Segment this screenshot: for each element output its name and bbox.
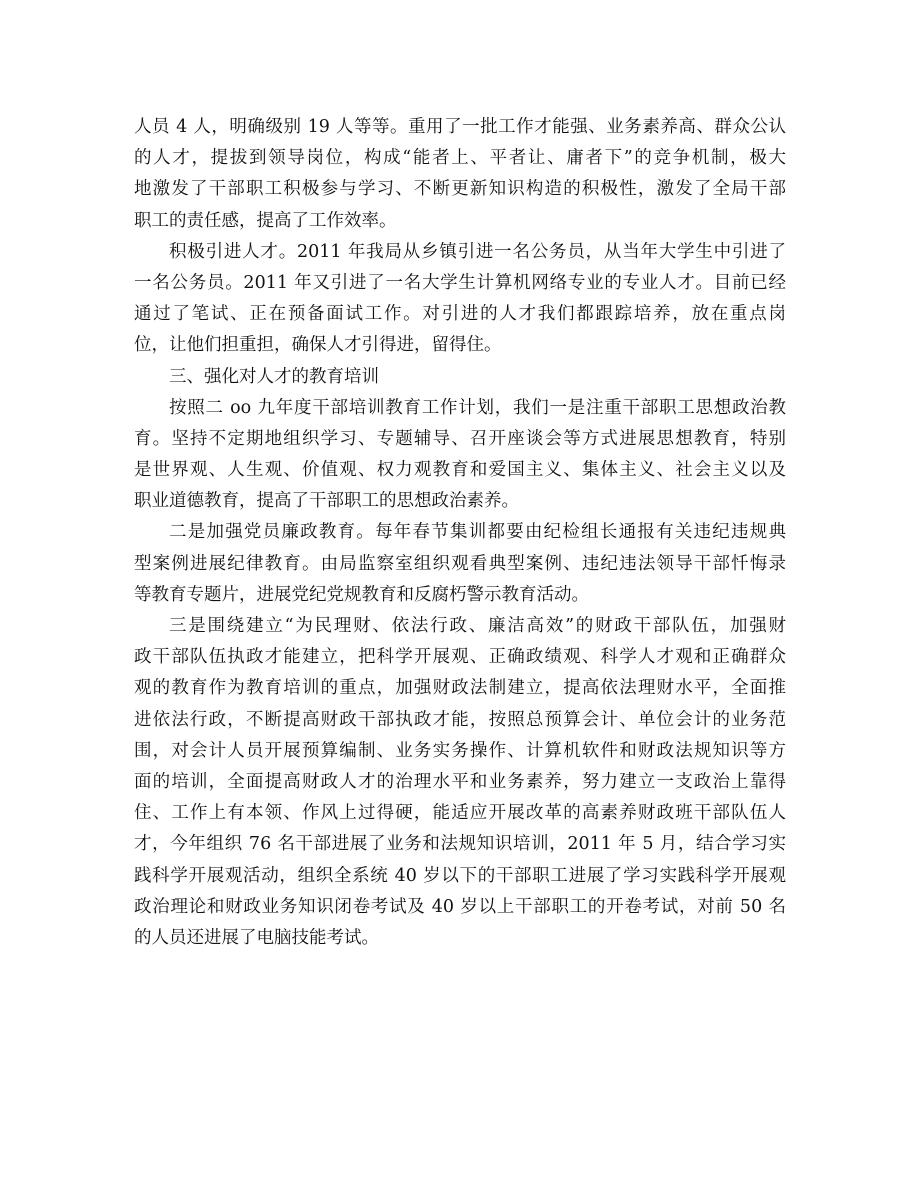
- paragraph: [134, 611, 786, 954]
- text-line: 职业道德教育，提高了干部职工的思想政治素养。: [134, 491, 519, 512]
- text-line: 二是加强党员廉政教育。每年春节集训都要由纪检组长通报有关违纪违规典: [169, 522, 786, 543]
- text-line: 政治理论和财政业务知识闭卷考试及 40 岁以上干部职工的开卷考试，对前 50 名: [134, 896, 786, 917]
- text-line: 型案例进展纪律教育。由局监察室组织观看典型案例、违纪违法领导干部忏悔录: [134, 553, 786, 574]
- text-line: 才，今年组织 76 名干部进展了业务和法规知识培训，2011 年 5 月，结合学习实: [134, 834, 786, 855]
- text-line: 的人员还进展了电脑技能考试。: [134, 927, 379, 948]
- text-line: 人员 4 人，明确级别 19 人等等。重用了一批工作才能强、业务素养高、群众公认: [134, 117, 786, 137]
- section-heading: [134, 362, 786, 393]
- text-line: 职工的责任感，提高了工作效率。: [134, 210, 397, 231]
- paragraph: [134, 237, 786, 362]
- paragraph: [134, 517, 786, 611]
- text-line: 按照二 oo 九年度干部培训教育工作计划，我们一是注重干部职工思想政治教: [169, 397, 786, 418]
- text-line: 通过了笔试、正在预备面试工作。对引进的人才我们都跟踪培养，放在重点岗: [134, 304, 786, 325]
- text-line: 一名公务员。2011 年又引进了一名大学生计算机网络专业的专业人才。目前已经: [134, 272, 786, 293]
- text-line: 进依法行政，不断提高财政干部执政才能，按照总预算会计、单位会计的业务范: [134, 709, 786, 730]
- text-line: 围，对会计人员开展预算编制、业务实务操作、计算机软件和财政法规知识等方: [134, 740, 786, 761]
- text-line: 住、工作上有本领、作风上过得硬，能适应开展改革的高素养财政班干部队伍人: [134, 803, 786, 824]
- text-line: 面的培训，全面提高财政人才的治理水平和业务素养，努力建立一支政治上靠得: [134, 771, 786, 792]
- text-line: 位，让他们担重担，确保人才引得进，留得住。: [134, 335, 502, 356]
- document-body: [134, 112, 786, 954]
- text-line: 三是围绕建立“为民理财、依法行政、廉洁高效”的财政干部队伍，加强财: [169, 616, 786, 636]
- paragraph: [134, 393, 786, 518]
- text-line: 的人才，提拔到领导岗位，构成“能者上、平者让、庸者下”的竞争机制，极大: [134, 148, 786, 169]
- text-line: 是世界观、人生观、价值观、权力观教育和爱国主义、集体主义、社会主义以及: [134, 460, 786, 481]
- text-line: 政干部队伍执政才能建立，把科学开展观、正确政绩观、科学人才观和正确群众: [134, 647, 786, 668]
- paragraph: [134, 112, 786, 237]
- text-line: 等教育专题片，进展党纪党规教育和反腐朽警示教育活动。: [134, 584, 589, 605]
- text-line: 三、强化对人才的教育培训: [169, 366, 379, 387]
- text-line: 地激发了干部职工积极参与学习、不断更新知识构造的积极性，激发了全局干部: [134, 179, 786, 200]
- text-line: 践科学开展观活动，组织全系统 40 岁以下的干部职工进展了学习实践科学开展观: [134, 865, 786, 886]
- text-line: 育。坚持不定期地组织学习、专题辅导、召开座谈会等方式进展思想教育，特别: [134, 428, 786, 449]
- text-line: 积极引进人才。2011 年我局从乡镇引进一名公务员，从当年大学生中引进了: [169, 241, 786, 262]
- text-line: 观的教育作为教育培训的重点，加强财政法制建立，提高依法理财水平，全面推: [134, 678, 786, 699]
